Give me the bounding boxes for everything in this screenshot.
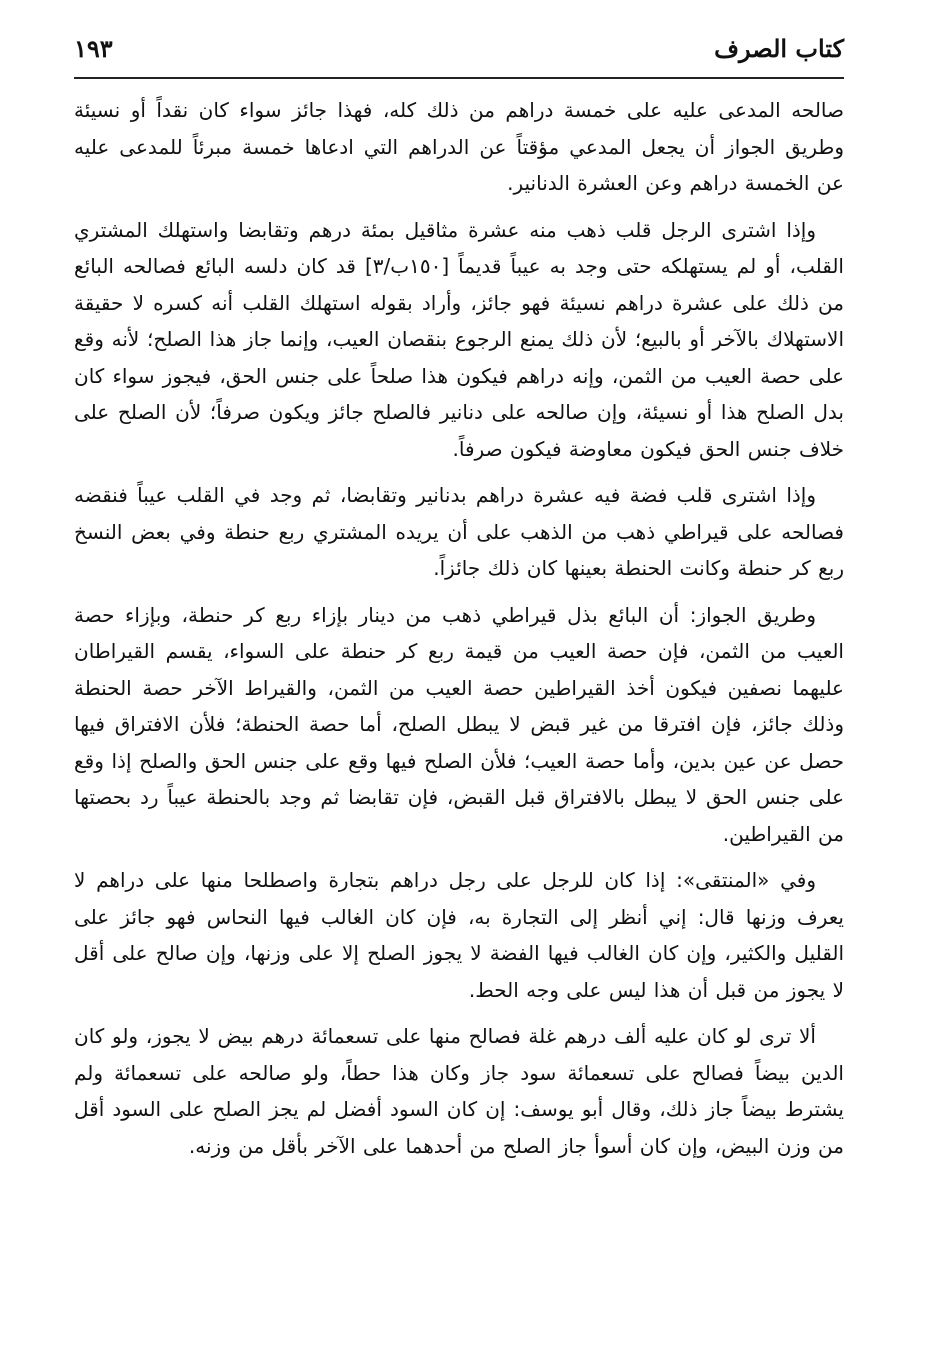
paragraph: وإذا اشترى الرجل قلب ذهب منه عشرة مثاقيل بمئة درهم وتقابضا واستهلك المشتري القلب، أو لم يستهلكه حتى وجد به عيباً قديماً [١٥٠ب/٣] قد كان دلسه البائع فصالحه البائع من ذلك على عشرة دراهم نسيئة فهو جائز، وأراد بقوله استهلك القلب أنه كسره لا حقيقة الاستهلاك بالآخر أو بالبيع؛ لأن ذلك يمنع الرجوع بنقصان العيب، وإنما جاز هذا الصلح؛ لأنه وقع على حصة العيب من الثمن، وإنه دراهم فيكون هذا صلحاً على جنس الحق، فيجوز سواء كان بدل الصلح هذا أو نسيئة، وإن صالحه على دنانير فالصلح جائز ويكون صرفاً؛ لأن الصلح على خلاف جنس الحق فيكون معاوضة فيكون صرفاً. — [74, 217, 844, 461]
paragraph: وطريق الجواز: أن البائع بذل قيراطي ذهب من دينار بإزاء ربع كر حنطة، وبإزاء حصة العيب من الثمن، فإن حصة العيب من قيمة ربع كر حنطة على السواء، يقسم القيراطان عليهما نصفين فيكون أخذ القيراطين حصة العيب من الثمن، والقيراط الآخر حصة الحنطة وذلك جائز، فإن افترقا من غير قبض لا يبطل الصلح، أما حصة الحنطة؛ فلأن الافتراق فيها حصل عن عين بدين، وأما حصة العيب؛ فلأن الصلح فيها وقع على جنس الحق والصلح إذا وقع على جنس الحق لا يبطل بالافتراق قبل القبض، فإن تقابضا ثم وجد بالحنطة عيباً رد بحصتها من القيراطين. — [74, 602, 844, 846]
running-title: كتاب الصرف — [714, 34, 844, 63]
paragraph: صالحه المدعى عليه على خمسة دراهم من ذلك كله، فهذا جائز سواء كان نقداً أو نسيئة وطريق الجواز أن يجعل المدعي مؤقتاً عن الدراهم التي ادعاها خمسة مبرئاً للمدعى عليه عن الخمسة دراهم وعن العشرة الدنانير. — [74, 98, 844, 195]
page-header — [74, 30, 844, 74]
paragraph: ألا ترى لو كان عليه ألف درهم غلة فصالح منها على تسعمائة درهم بيض لا يجوز، ولو كان الدين بيضاً فصالح على تسعمائة سود جاز وكان هذا حطاً، ولو صالحه على تسعمائة ولم يشترط بيضاً جاز ذلك، وقال أبو يوسف: إن كان السود أفضل لم يجز الصلح على السود أقل من وزن البيض، وإن كان أسوأ جاز الصلح من أحدهما على الآخر بأقل من وزنه. — [74, 1024, 844, 1158]
page-number: ١٩٣ — [74, 34, 113, 63]
body-text — [74, 92, 844, 1164]
paragraph: وإذا اشترى قلب فضة فيه عشرة دراهم بدنانير وتقابضا، ثم وجد في القلب عيباً فنقضه فصالحه على قيراطي ذهب من الذهب على أن يريده المشتري ربع حنطة وفي بعض النسخ ربع كر حنطة وكانت الحنطة بعينها كان ذلك جائزاً. — [74, 483, 844, 580]
paragraph: وفي «المنتقى»: إذا كان للرجل على رجل دراهم بتجارة واصطلحا منها على دراهم لا يعرف وزنها قال: إني أنظر إلى التجارة به، فإن كان الغالب فيها النحاس فهو جائز على القليل والكثير، وإن كان الغالب فيها الفضة لا يجوز الصلح إلا على وزنها، وإن صالح على أقل لا يجوز من قبل أن هذا ليس على وجه الحط. — [74, 868, 844, 1002]
header-divider — [74, 77, 844, 79]
